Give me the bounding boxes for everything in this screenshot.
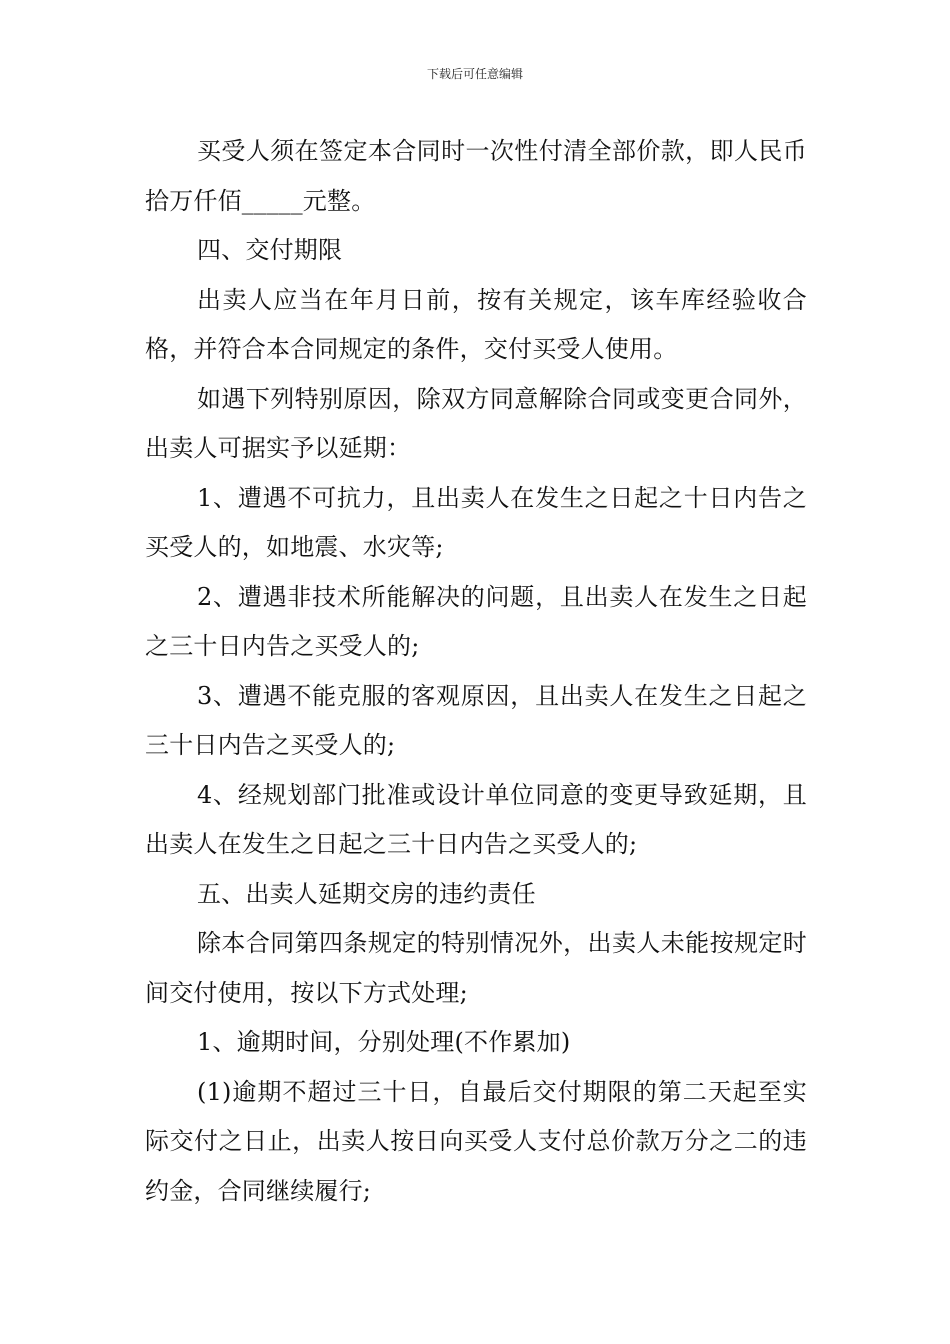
paragraph-delivery-date: 出卖人应当在年月日前，按有关规定，该车库经验收合格，并符合本合同规定的条件，交付买受人使用。: [145, 285, 807, 363]
list-item-design-change: 4、经规划部门批准或设计单位同意的变更导致延期，且出卖人在发生之日起之三十日内告之买受人的;: [145, 780, 807, 858]
paragraph-payment: 买受人须在签定本合同时一次性付清全部价款，即人民币拾万仟佰_____元整。: [145, 137, 807, 215]
list-item-overdue-time: 1、逾期时间，分别处理(不作累加): [197, 1028, 571, 1056]
section-heading-breach-liability: 五、出卖人延期交房的违约责任: [197, 879, 536, 908]
page-header-note: 下载后可任意编辑: [426, 67, 523, 81]
list-item-force-majeure: 1、遭遇不可抗力，且出卖人在发生之日起之十日内告之买受人的，如地震、水灾等;: [145, 483, 807, 561]
list-item-objective-cause: 3、遭遇不能克服的客观原因，且出卖人在发生之日起之三十日内告之买受人的;: [145, 681, 807, 759]
list-item-overdue-thirty-days: (1)逾期不超过三十日，自最后交付期限的第二天起至实际交付之日止，出卖人按日向买受人支付总价款万分之二的违约金，合同继续履行;: [145, 1077, 807, 1205]
paragraph-delay-handling: 除本合同第四条规定的特别情况外，出卖人未能按规定时间交付使用，按以下方式处理;: [145, 929, 807, 1007]
list-item-technical-issue: 2、遭遇非技术所能解决的问题，且出卖人在发生之日起之三十日内告之买受人的;: [145, 582, 807, 660]
paragraph-extension-reasons: 如遇下列特别原因，除双方同意解除合同或变更合同外，出卖人可据实予以延期：: [145, 384, 807, 462]
document-body: [145, 127, 807, 1216]
section-heading-delivery-period: 四、交付期限: [197, 236, 343, 264]
